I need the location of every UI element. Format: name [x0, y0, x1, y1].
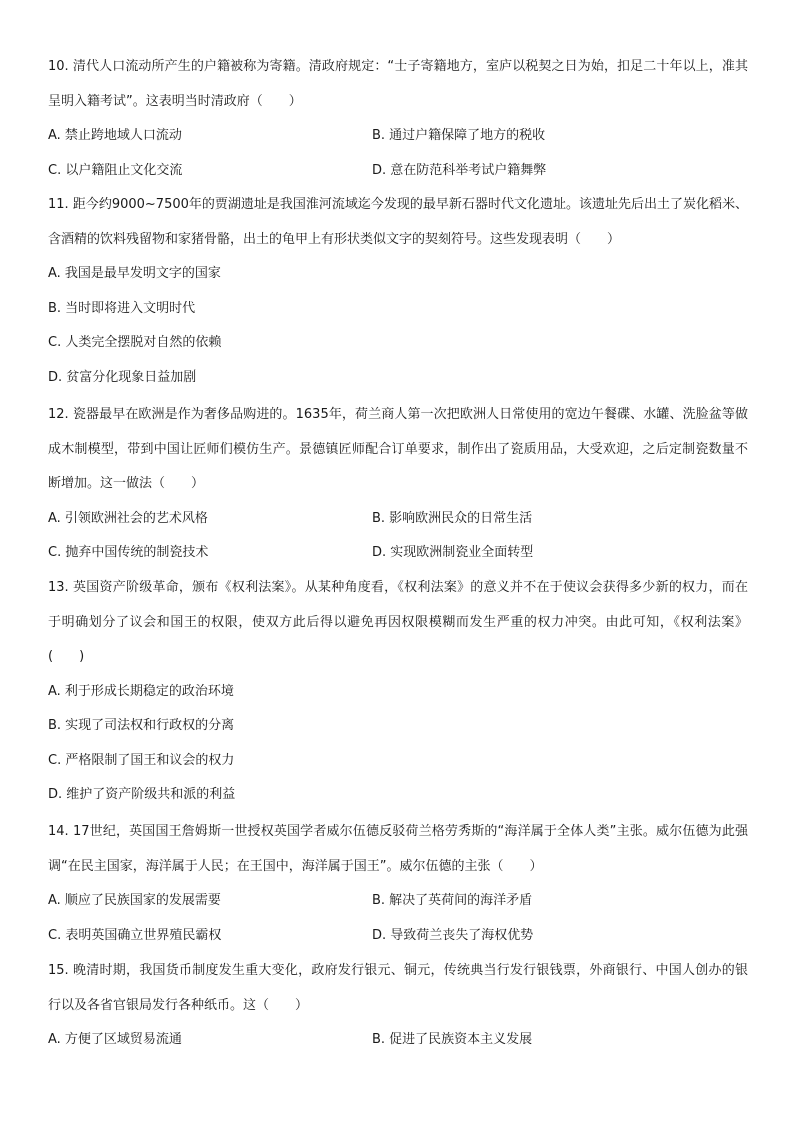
option-d: D. 导致荷兰丧失了海权优势	[372, 927, 534, 943]
option-b: B. 促进了民族资本主义发展	[372, 1032, 533, 1047]
question-15	[48, 954, 748, 1058]
question-stem: 10. 清代人口流动所产生的户籍被称为寄籍。清政府规定：“士子寄籍地方，室庐以税契之日为始，扣足二十年以上，准其呈明入籍考试”。这表明当时清政府（ ）	[48, 59, 748, 109]
option-a: A. 引领欧洲社会的艺术风格	[48, 510, 208, 526]
question-stem: 11. 距今约9000~7500年的贾湖遗址是我国淮河流域迄今发现的最早新石器时代文化遗址。该遗址先后出土了炭化稻米、含酒精的饮料残留物和家猪骨骼，出土的龟甲上有形状类似文字的契刻符号。这些发现表明（ ）	[48, 197, 748, 247]
option-b: B. 当时即将进入文明时代	[48, 300, 196, 316]
question-12	[48, 398, 748, 571]
option-a: A. 方便了区域贸易流通	[48, 1032, 182, 1047]
question-stem: 13. 英国资产阶级革命，颁布《权利法案》。从某种角度看，《权利法案》的意义并不在于使议会获得多少新的权力，而在于明确划分了议会和国王的权限，使双方此后得以避免再因权限模糊而发生严重的权力冲突。由此可知，《权利法案》( )	[48, 580, 748, 664]
option-b: B. 实现了司法权和行政权的分离	[48, 718, 235, 733]
option-d: D. 贫富分化现象日益加剧	[48, 369, 197, 385]
option-c: C. 表明英国确立世界殖民霸权	[48, 927, 222, 943]
question-10	[48, 50, 748, 188]
option-a: A. 我国是最早发明文字的国家	[48, 266, 221, 281]
option-c: C. 以户籍阻止文化交流	[48, 162, 183, 178]
option-a: A. 禁止跨地域人口流动	[48, 128, 182, 143]
option-b: B. 解决了英荷间的海洋矛盾	[372, 893, 533, 908]
option-row	[48, 1023, 748, 1058]
option-c: C. 人类完全摆脱对自然的依赖	[48, 335, 222, 350]
question-stem: 14. 17世纪，英国国王詹姆斯一世授权英国学者威尔伍德反驳荷兰格劳秀斯的“海洋属于全体人类”主张。威尔伍德为此强调“在民主国家，海洋属于人民；在王国中，海洋属于国王”。威尔伍德的主张（ ）	[48, 824, 748, 874]
question-13	[48, 571, 748, 813]
question-14	[48, 815, 748, 953]
option-row	[48, 919, 748, 954]
option-c: C. 抛弃中国传统的制瓷技术	[48, 545, 209, 560]
option-row	[48, 154, 748, 189]
question-stem: 12. 瓷器最早在欧洲是作为奢侈品购进的。1635年，荷兰商人第一次把欧洲人日常使用的宽边午餐碟、水罐、洗脸盆等做成木制模型，带到中国让匠师们模仿生产。景德镇匠师配合订单要求，制作出了瓷质用品，大受欢迎，之后定制瓷数量不断增加。这一做法（ ）	[48, 407, 748, 491]
option-a: A. 顺应了民族国家的发展需要	[48, 893, 221, 908]
option-d: D. 意在防范科举考试户籍舞弊	[372, 162, 547, 178]
option-row	[48, 536, 748, 571]
option-row	[48, 884, 748, 919]
option-d: D. 维护了资产阶级共和派的利益	[48, 787, 236, 802]
question-11	[48, 188, 748, 395]
option-b: B. 影响欧洲民众的日常生活	[372, 510, 533, 526]
option-d: D. 实现欧洲制瓷业全面转型	[372, 545, 534, 560]
option-row	[48, 502, 748, 537]
option-c: C. 严格限制了国王和议会的权力	[48, 752, 235, 768]
question-stem: 15. 晚清时期，我国货币制度发生重大变化，政府发行银元、铜元，传统典当行发行银钱票，外商银行、中国人创办的银行以及各省官银局发行各种纸币。这（ ）	[48, 963, 748, 1013]
option-b: B. 通过户籍保障了地方的税收	[372, 128, 546, 143]
option-a: A. 利于形成长期稳定的政治环境	[48, 683, 234, 699]
option-row	[48, 119, 748, 154]
